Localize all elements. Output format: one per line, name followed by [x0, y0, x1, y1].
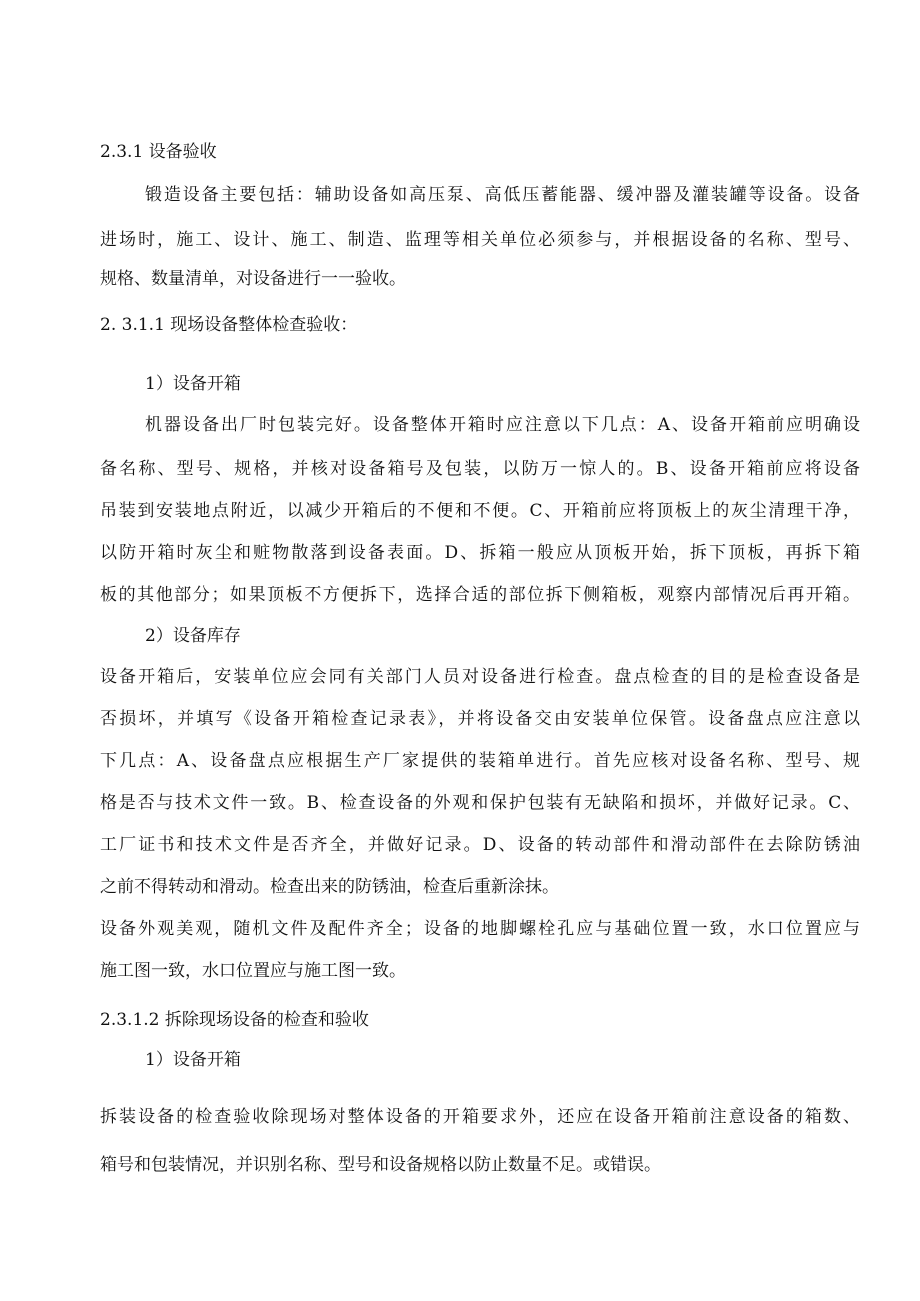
paragraph-line: 下几点：A、设备盘点应根据生产厂家提供的装箱单进行。首先应核对设备名称、型号、规: [100, 751, 860, 771]
paragraph-line: 之前不得转动和滑动。检查出来的防锈油，检查后重新涂抹。: [100, 877, 559, 897]
paragraph-line: 机器设备出厂时包装完好。设备整体开箱时应注意以下几点：A、设备开箱前应明确设: [145, 415, 860, 435]
item-title-unboxing: 1）设备开箱: [145, 374, 241, 394]
paragraph-line: 板的其他部分；如果顶板不方便拆下，选择合适的部位拆下侧箱板，观察内部情况后再开箱。: [100, 585, 860, 605]
paragraph-line: 锻造设备主要包括：辅助设备如高压泵、高低压蓄能器、缓冲器及灌装罐等设备。设备: [145, 185, 860, 205]
item-title-unboxing-2: 1）设备开箱: [145, 1050, 241, 1070]
section-heading-2-3-1-2: 2.3.1.2 拆除现场设备的检查和验收: [100, 1010, 369, 1030]
paragraph-line: 拆装设备的检查验收除现场对整体设备的开箱要求外，还应在设备开箱前注意设备的箱数、: [100, 1107, 860, 1127]
paragraph-line: 格是否与技术文件一致。B、检查设备的外观和保护包装有无缺陷和损坏，并做好记录。C、: [100, 793, 860, 813]
paragraph-line: 吊装到安装地点附近，以减少开箱后的不便和不便。C、开箱前应将顶板上的灰尘清理干净，: [100, 501, 860, 521]
paragraph-line: 以防开箱时灰尘和赃物散落到设备表面。D、拆箱一般应从顶板开始，拆下顶板，再拆下箱: [100, 543, 860, 563]
paragraph-line: 工厂证书和技术文件是否齐全，并做好记录。D、设备的转动部件和滑动部件在去除防锈油: [100, 835, 860, 855]
paragraph-line: 规格、数量清单，对设备进行一一验收。: [100, 269, 406, 289]
section-heading-2-3-1-1: 2. 3.1.1 现场设备整体检查验收：: [100, 315, 358, 335]
item-title-inventory: 2）设备库存: [145, 626, 241, 646]
paragraph-line: 备名称、型号、规格，并核对设备箱号及包装，以防万一惊人的。B、设备开箱前应将设备: [100, 459, 860, 479]
paragraph-line: 否损坏，并填写《设备开箱检查记录表》，并将设备交由安装单位保管。设备盘点应注意以: [100, 709, 860, 729]
paragraph-line: 进场时，施工、设计、施工、制造、监理等相关单位必须参与，并根据设备的名称、型号、: [100, 230, 860, 250]
section-heading-2-3-1: 2.3.1 设备验收: [100, 142, 217, 162]
paragraph-line: 箱号和包装情况，并识别名称、型号和设备规格以防止数量不足。或错误。: [100, 1155, 661, 1175]
paragraph-line: 施工图一致，水口位置应与施工图一致。: [100, 961, 406, 981]
paragraph-line: 设备开箱后，安装单位应会同有关部门人员对设备进行检查。盘点检查的目的是检查设备是: [100, 667, 860, 687]
paragraph-line: 设备外观美观，随机文件及配件齐全；设备的地脚螺栓孔应与基础位置一致，水口位置应与: [100, 919, 860, 939]
